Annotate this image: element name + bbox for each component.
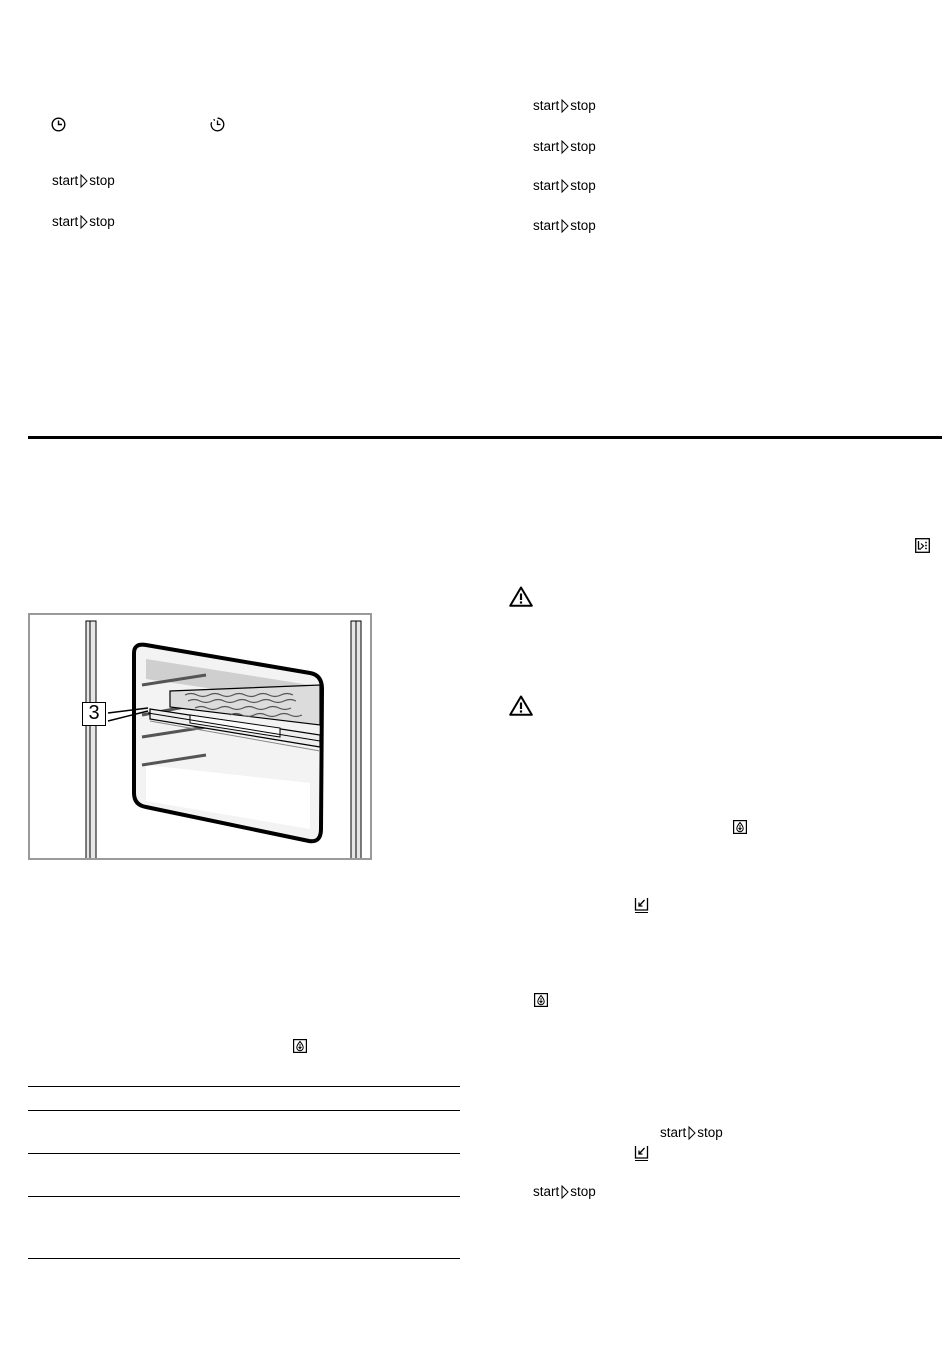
rack-program-icon [915,538,930,553]
start-label: start [660,1125,687,1140]
play-triangle-icon [688,1126,696,1140]
play-triangle-icon [561,99,569,113]
start-stop-button[interactable] [52,173,115,189]
warning-triangle-icon [509,695,533,716]
start-label: start [52,214,79,229]
start-stop-button[interactable] [533,218,596,234]
shelf-position-callout: 3 [82,702,106,726]
play-triangle-icon [561,179,569,193]
start-stop-button[interactable] [533,139,596,155]
oven-shelf-illustration [28,613,372,860]
play-triangle-icon [561,219,569,233]
table-rule [28,1153,460,1154]
hydraulic-cleaning-icon [293,1039,307,1053]
play-triangle-icon [561,1185,569,1199]
stop-label: stop [697,1125,723,1140]
play-triangle-icon [80,174,88,188]
stop-label: stop [570,218,596,233]
stop-label: stop [89,214,115,229]
stop-label: stop [89,173,115,188]
play-triangle-icon [80,215,88,229]
water-drain-icon [634,897,649,914]
start-label: start [533,1184,560,1199]
stop-label: stop [570,139,596,154]
stop-label: stop [570,1184,596,1199]
start-stop-button[interactable] [533,1184,596,1200]
hydraulic-cleaning-icon [733,820,747,834]
table-rule [28,1196,460,1197]
timer-icon [210,117,225,132]
section-divider [28,436,942,439]
start-label: start [533,218,560,233]
stop-label: stop [570,98,596,113]
table-rule [28,1258,460,1259]
start-stop-button[interactable] [533,178,596,194]
hydraulic-cleaning-icon [534,993,548,1007]
table-rule [28,1110,460,1111]
start-stop-button[interactable] [660,1125,723,1141]
start-label: start [533,139,560,154]
start-stop-button[interactable] [52,214,115,230]
table-rule [28,1086,460,1087]
water-drain-icon [634,1145,649,1162]
stop-label: stop [570,178,596,193]
warning-triangle-icon [509,586,533,607]
clock-icon [51,117,66,132]
start-label: start [533,178,560,193]
start-stop-button[interactable] [533,98,596,114]
start-label: start [52,173,79,188]
oven-drawing [30,615,370,858]
play-triangle-icon [561,140,569,154]
start-label: start [533,98,560,113]
